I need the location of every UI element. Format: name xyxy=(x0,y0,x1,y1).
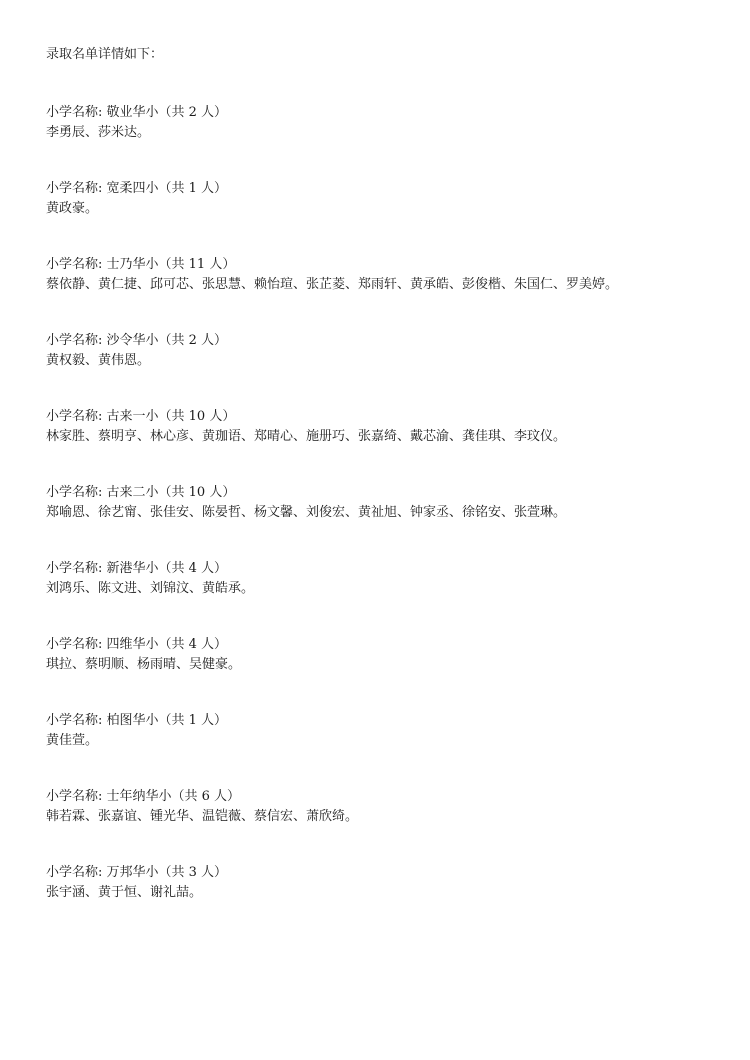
admission-list-document xyxy=(46,45,686,903)
student-names: 郑喻恩、徐艺甯、张佳安、陈晏哲、杨文馨、刘俊宏、黄祉旭、钟家丞、徐铭安、张萱琳。 xyxy=(46,505,567,520)
school-title: 小学名称: 新港华小（共 4 人） xyxy=(46,561,228,576)
student-names: 黄政豪。 xyxy=(46,201,99,216)
school-title: 小学名称: 四维华小（共 4 人） xyxy=(46,637,228,652)
school-entry xyxy=(46,711,686,751)
intro-heading: 录取名单详情如下： xyxy=(46,47,164,62)
school-entry xyxy=(46,635,686,675)
school-entry xyxy=(46,559,686,599)
student-names: 蔡依静、黄仁捷、邱可芯、张思慧、赖怡瑄、张芷菱、郑雨轩、黄承皓、彭俊楷、朱国仁、罗美婷。 xyxy=(46,277,619,292)
school-entry xyxy=(46,179,686,219)
student-names: 林家胜、蔡明亨、林心彦、黄珈语、郑晴心、施册巧、张嘉绮、戴芯渝、龚佳琪、李玟仪。 xyxy=(46,429,567,444)
student-names: 黄权毅、黄伟恩。 xyxy=(46,353,151,368)
school-entry xyxy=(46,331,686,371)
school-title: 小学名称: 士年纳华小（共 6 人） xyxy=(46,789,241,804)
school-entry xyxy=(46,103,686,143)
school-entry xyxy=(46,483,686,523)
student-names: 李勇辰、莎米达。 xyxy=(46,125,151,140)
school-title: 小学名称: 士乃华小（共 11 人） xyxy=(46,257,236,272)
school-entry xyxy=(46,407,686,447)
school-title: 小学名称: 古来一小（共 10 人） xyxy=(46,409,236,424)
school-entry xyxy=(46,787,686,827)
student-names: 琪拉、蔡明顺、杨雨晴、吴健豪。 xyxy=(46,657,242,672)
school-title: 小学名称: 柏图华小（共 1 人） xyxy=(46,713,228,728)
student-names: 刘鸿乐、陈文进、刘锦汶、黄皓承。 xyxy=(46,581,255,596)
student-names: 张宇涵、黄于恒、谢礼喆。 xyxy=(46,885,203,900)
student-names: 黄佳萱。 xyxy=(46,733,99,748)
school-title: 小学名称: 宽柔四小（共 1 人） xyxy=(46,181,228,196)
school-title: 小学名称: 古来二小（共 10 人） xyxy=(46,485,236,500)
school-entry xyxy=(46,863,686,903)
school-title: 小学名称: 沙令华小（共 2 人） xyxy=(46,333,228,348)
school-title: 小学名称: 万邦华小（共 3 人） xyxy=(46,865,228,880)
student-names: 韩若霖、张嘉谊、锺光华、温铠薇、蔡信宏、萧欣绮。 xyxy=(46,809,359,824)
school-entry xyxy=(46,255,686,295)
school-title: 小学名称: 敬业华小（共 2 人） xyxy=(46,105,228,120)
